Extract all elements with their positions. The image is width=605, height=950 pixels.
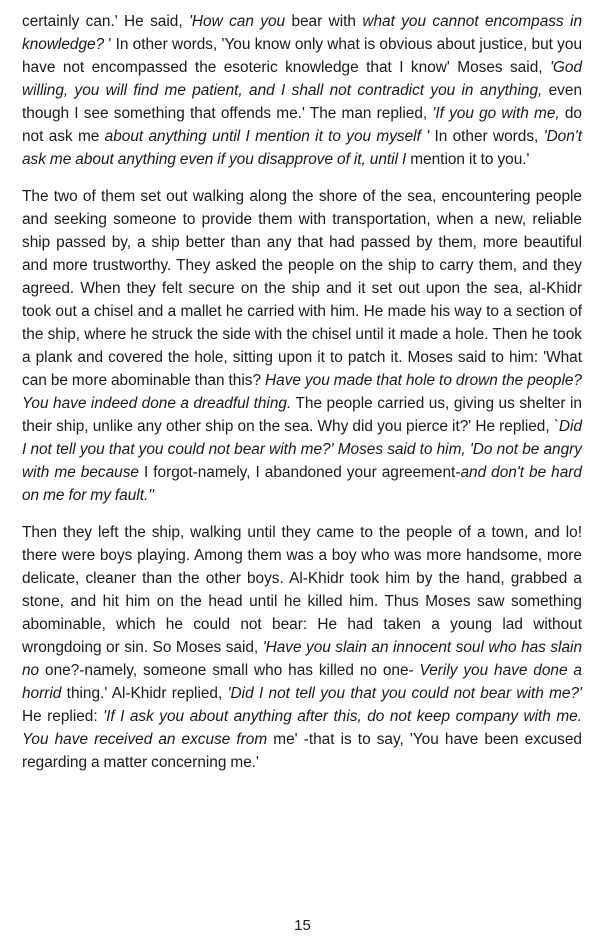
italic-text-run: and don't be hard on me for my fault.'' [22, 464, 582, 504]
text-run: certainly can.' He said, [22, 13, 189, 30]
italic-text-run: 'Did I not tell you that you could not bear with me?' [227, 685, 582, 702]
italic-text-run: 'If you go with me, [432, 105, 560, 122]
italic-text-run: 'Have you slain an innocent soul who has slain no [22, 639, 583, 679]
italic-text-run: Verily you have done a horrid [22, 662, 582, 702]
text-run: bear with [285, 13, 363, 30]
text-run: In other words, [429, 128, 544, 145]
paragraph [22, 10, 582, 171]
italic-text-run: 'God willing, you will find me patient, and I shall not contradict you in anything, [22, 59, 582, 99]
italic-text-run: `Did I not tell you that you could not bear with me?' Moses said to him, 'Do not be angry with me because [22, 418, 582, 481]
italic-text-run: what you cannot encompass in knowledge? [22, 13, 583, 53]
page-body [22, 10, 582, 788]
italic-text-run: about anything until I mention it to you myself ' [104, 128, 430, 145]
text-run: me' -that is to say, 'You have been excused regarding a matter concerning me.' [22, 731, 582, 771]
italic-text-run: 'How can you [188, 13, 286, 30]
paragraph [22, 521, 582, 774]
text-run: one?-namely, someone small who has killed no one- [39, 662, 420, 679]
text-run: thing.' Al-Khidr replied, [61, 685, 228, 702]
text-run: ' In other words, 'You know only what is obvious about justice, but you have not encompassed the esoteric knowledge that I know' Moses said, [22, 36, 582, 76]
text-run: He replied: [22, 708, 104, 725]
text-run: The two of them set out walking along the shore of the sea, encountering people and seeking someone to provide them with transportation, when a new, reliable ship passed by, a ship better than any that had passed by them, more beautiful and more trustworthy. They asked the people on the ship to carry them, and they agreed. When they felt secure on the ship and it set out upon the sea, al-Khidr took out a chisel and a mallet he carried with him. He made his way to a section of the ship, where he struck the side with the chisel until it made a hole. Then he took a plank and covered the hole, sitting upon it to patch it. Moses said to him: 'What can be more abominable than this? [22, 188, 582, 389]
text-run: mention it to you.' [406, 151, 530, 168]
italic-text-run: 'If I ask you about anything after this, do not keep company with me. You have received an excuse from [22, 708, 583, 748]
text-run: The people carried us, giving us shelter in their ship, unlike any other ship on the sea. Why did you pierce it?' He replied, [22, 395, 582, 435]
text-run: I forgot-namely, I abandoned your agreement- [138, 464, 461, 481]
italic-text-run: Have you made that hole to drown the people? You have indeed done a dreadful thing. [22, 372, 582, 412]
paragraph [22, 185, 582, 507]
page-number: 15 [294, 917, 311, 934]
text-run: even though I see something that offends me.' The man replied, [22, 82, 582, 122]
text-run: do not ask me [22, 105, 582, 145]
italic-text-run: 'Don't ask me about anything even if you disapprove of it, until I [22, 128, 583, 168]
text-run: Then they left the ship, walking until they came to the people of a town, and lo! there were boys playing. Among them was a boy who was more handsome, more delicate, cleaner than the other boys. Al-Khidr took him by the hand, grabbed a stone, and hit him on the head until he killed him. Thus Moses saw something abominable, which he could not bear: He had taken a young lad without wrongdoing or sin. So Moses said, [22, 524, 582, 656]
